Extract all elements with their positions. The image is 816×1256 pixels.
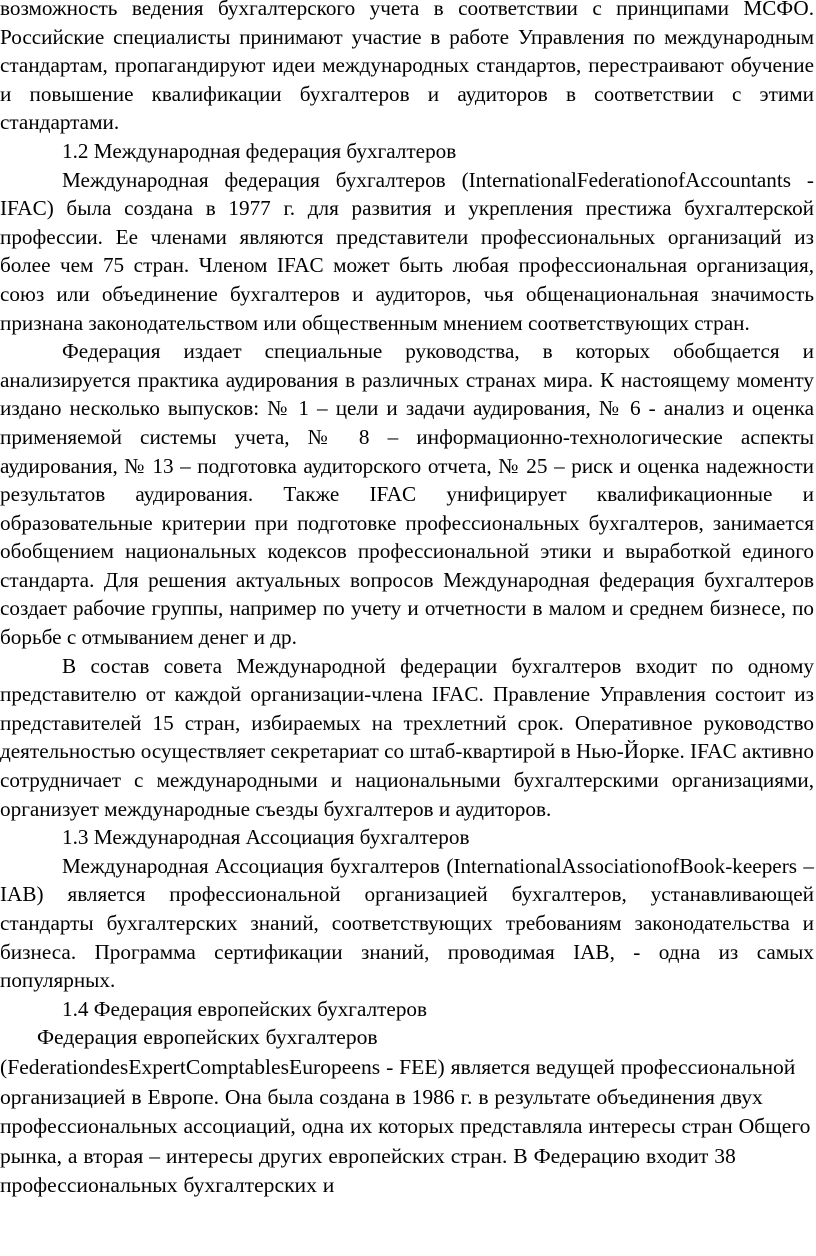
paragraph-ifac-publications: Федерация издает специальные руководства, в которых обобщается и анализируется практика аудирования в различных странах мира. К настоящему моменту издано несколько выпусков: № 1 – цели и задачи аудирования, № 6 - анализ и оценка применяемой системы учета, № 8 – информационно-технологические аспекты аудирования, № 13 – подготовка аудиторского отчета, № 25 – риск и оценка надежности результатов аудирования. Также IFAC унифицирует квалификационные и образовательные критерии при подготовке профессиональных бухгалтеров, занимается обобщением национальных кодексов профессиональной этики и выработкой единого стандарта. Для решения актуальных вопросов Международная федерация бухгалтеров создает рабочие группы, например по учету и отчетности в малом и среднем бизнесе, по борьбе с отмыванием денег и др. [0,339,814,650]
section-heading-1-3: 1.3 Международная Ассоциация бухгалтеров [62,825,470,850]
paragraph-ifac-council: В состав совета Международной федерации бухгалтеров входит по одному представителю от каждой организации-члена IFAC. Правление Управления состоит из представителей 15 стран, избираемых на трехлетний срок. Оперативное руководство деятельностью осуществляет секретариат со штаб-квартирой в Нью-Йорке. IFAC активно сотрудничает с международными и национальными бухгалтерскими организациями, организует международные съезды бухгалтеров и аудиторов. [0,653,814,821]
paragraph-fee-rest: (FederationdesExpertComptablesEuropeens - FEE) является ведущей профессиональной организацией в Европе. Она была создана в 1986 г. в результате объединения двух профессиональных ассоциаций, одна их которых представляла интересы стран Общего рынка, а вторая – интересы других европейских стран. В Федерацию входит 38 профессиональных бухгалтерских и [0,1054,811,1198]
paragraph-ifac-intro: Международная федерация бухгалтеров (InternationalFederationofAccountants - IFAC) была создана в 1977 г. для развития и укрепления престижа бухгалтерской профессии. Ее членами являются представители профессиональных организаций из более чем 75 стран. Членом IFAC может быть любая профессиональная организация, союз или объединение бухгалтеров и аудиторов, чья общенациональная значимость признана законодательством или общественным мнением соответствующих стран. [0,167,814,335]
paragraph-fee-first-line: Федерация европейских бухгалтеров [37,1025,378,1050]
section-heading-1-2: 1.2 Международная федерация бухгалтеров [62,138,457,163]
paragraph-iab: Международная Ассоциация бухгалтеров (InternationalAssociationofBook-keepers – IAB) является профессиональной организацией бухгалтеров, устанавливающей стандарты бухгалтерских знаний, соответствующих требованиям законодательства и бизнеса. Программа сертификации знаний, проводимая IAB, - одна из самых популярных. [0,853,814,993]
paragraph-ifrs-continuation: возможность ведения бухгалтерского учета в соответствии с принципами МСФО. Российские специалисты принимают участие в работе Управления по международным стандартам, пропагандируют идеи международных стандартов, перестраивают обучение и повышение квалификации бухгалтеров и аудиторов в соответствии с этими стандартами. [0,0,814,135]
section-heading-1-4: 1.4 Федерация европейских бухгалтеров [62,996,428,1021]
paragraph-fee [0,1023,814,1201]
